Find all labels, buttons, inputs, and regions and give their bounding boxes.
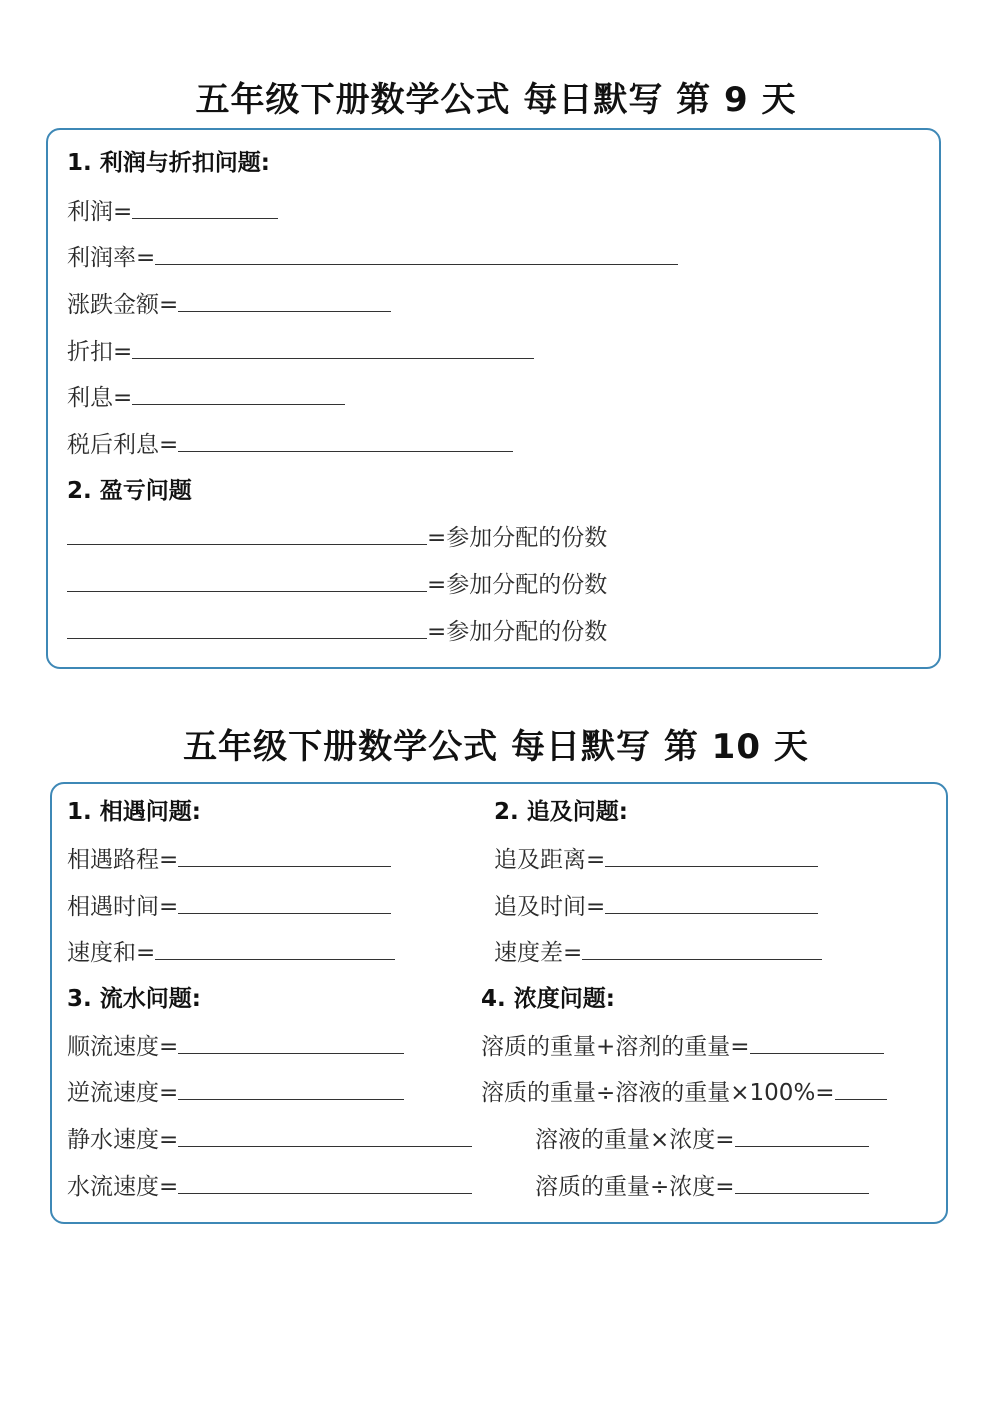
shares-row-3	[67, 616, 607, 647]
conc-blank-2[interactable]	[835, 1077, 887, 1100]
current-speed-label: 水流速度=	[67, 1174, 179, 1200]
chase-time-row	[494, 891, 818, 922]
shares-row-1	[67, 522, 607, 553]
day9-title: 五年级下册数学公式 每日默写 第 9 天	[195, 80, 797, 120]
chase-heading: 2. 追及问题:	[494, 799, 628, 825]
chase-distance-label: 追及距离=	[494, 847, 606, 873]
meet-distance-row	[67, 844, 391, 875]
surplus-deficit-heading: 2. 盈亏问题	[67, 478, 192, 504]
shares-label-1: =参加分配的份数	[427, 525, 608, 551]
still-water-row	[67, 1124, 472, 1155]
current-speed-blank[interactable]	[178, 1171, 472, 1194]
price-change-blank[interactable]	[178, 289, 391, 312]
meet-time-label: 相遇时间=	[67, 894, 179, 920]
profit-row	[67, 196, 278, 227]
shares-blank-3[interactable]	[67, 616, 427, 639]
after-tax-interest-blank[interactable]	[178, 429, 513, 452]
speed-sum-row	[67, 937, 395, 968]
price-change-label: 涨跌金额=	[67, 292, 179, 318]
downstream-blank[interactable]	[178, 1031, 404, 1054]
chase-time-blank[interactable]	[605, 891, 818, 914]
upstream-blank[interactable]	[178, 1077, 404, 1100]
concentration-heading: 4. 浓度问题:	[481, 986, 615, 1012]
conc-row-2	[481, 1077, 887, 1108]
interest-label: 利息=	[67, 385, 133, 411]
conc-label-1: 溶质的重量+溶剂的重量=	[481, 1034, 750, 1060]
chase-distance-blank[interactable]	[605, 844, 818, 867]
after-tax-interest-row	[67, 429, 513, 460]
stream-heading: 3. 流水问题:	[67, 986, 201, 1012]
shares-blank-2[interactable]	[67, 569, 427, 592]
price-change-row	[67, 289, 391, 320]
shares-blank-1[interactable]	[67, 522, 427, 545]
chase-time-label: 追及时间=	[494, 894, 606, 920]
meet-time-row	[67, 891, 391, 922]
speed-diff-label: 速度差=	[494, 940, 583, 966]
speed-sum-blank[interactable]	[155, 937, 395, 960]
speed-sum-label: 速度和=	[67, 940, 156, 966]
meet-distance-blank[interactable]	[178, 844, 391, 867]
profit-label: 利润=	[67, 199, 133, 225]
shares-row-2	[67, 569, 607, 600]
conc-row-4	[535, 1171, 869, 1202]
meeting-heading: 1. 相遇问题:	[67, 799, 201, 825]
upstream-label: 逆流速度=	[67, 1080, 179, 1106]
speed-diff-row	[494, 937, 822, 968]
conc-blank-3[interactable]	[735, 1124, 869, 1147]
conc-row-3	[535, 1124, 869, 1155]
discount-blank[interactable]	[132, 336, 534, 359]
discount-label: 折扣=	[67, 339, 133, 365]
profit-rate-row	[67, 242, 678, 273]
chase-distance-row	[494, 844, 818, 875]
meet-time-blank[interactable]	[178, 891, 391, 914]
still-water-label: 静水速度=	[67, 1127, 179, 1153]
conc-row-1	[481, 1031, 884, 1062]
profit-blank[interactable]	[132, 196, 278, 219]
interest-blank[interactable]	[132, 382, 345, 405]
discount-row	[67, 336, 534, 367]
interest-row	[67, 382, 345, 413]
shares-label-2: =参加分配的份数	[427, 572, 608, 598]
meet-distance-label: 相遇路程=	[67, 847, 179, 873]
after-tax-interest-label: 税后利息=	[67, 432, 179, 458]
conc-blank-4[interactable]	[735, 1171, 869, 1194]
downstream-label: 顺流速度=	[67, 1034, 179, 1060]
shares-label-3: =参加分配的份数	[427, 619, 608, 645]
profit-discount-heading: 1. 利润与折扣问题:	[67, 150, 270, 176]
downstream-row	[67, 1031, 404, 1062]
day10-title: 五年级下册数学公式 每日默写 第 10 天	[183, 727, 809, 767]
profit-rate-label: 利润率=	[67, 245, 156, 271]
conc-label-3: 溶液的重量×浓度=	[535, 1127, 735, 1153]
profit-rate-blank[interactable]	[155, 242, 678, 265]
current-speed-row	[67, 1171, 472, 1202]
still-water-blank[interactable]	[178, 1124, 472, 1147]
conc-label-2: 溶质的重量÷溶液的重量×100%=	[481, 1080, 835, 1106]
conc-blank-1[interactable]	[750, 1031, 884, 1054]
conc-label-4: 溶质的重量÷浓度=	[535, 1174, 735, 1200]
upstream-row	[67, 1077, 404, 1108]
speed-diff-blank[interactable]	[582, 937, 822, 960]
